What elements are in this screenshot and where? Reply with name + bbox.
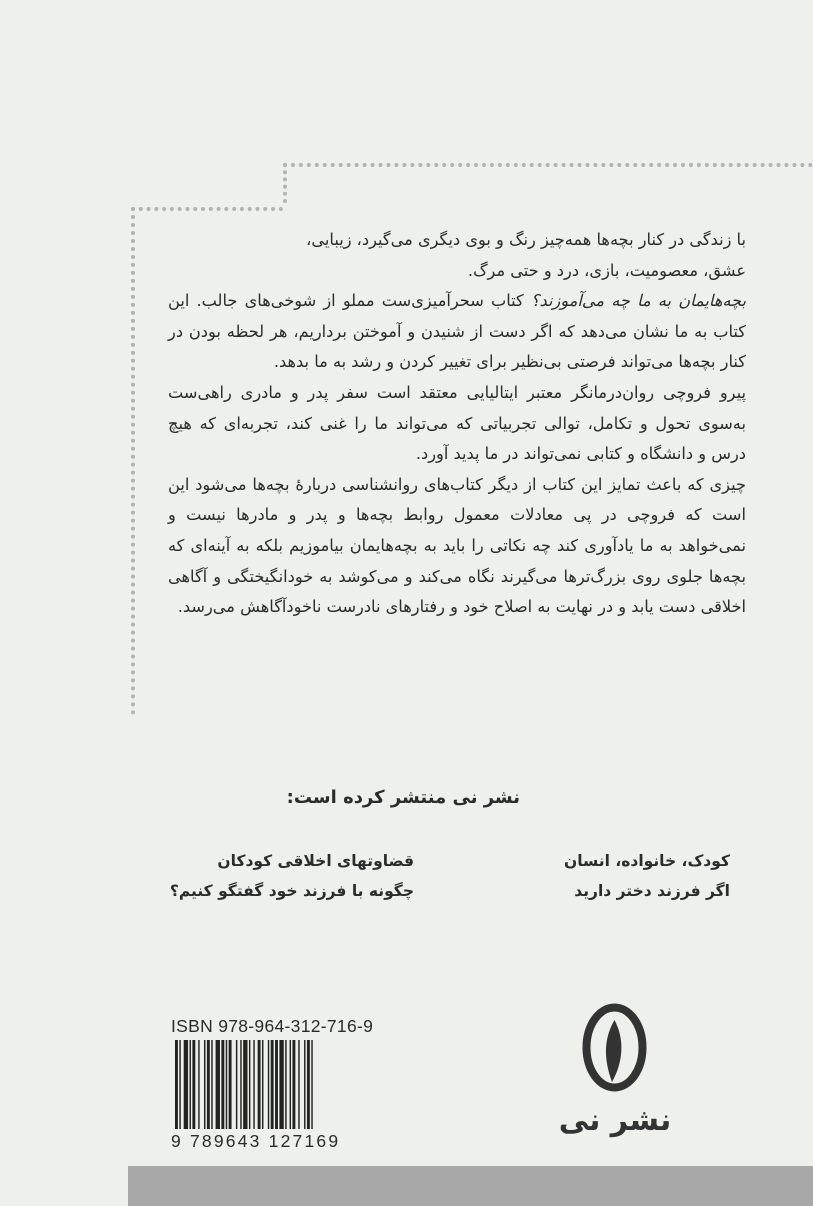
book-title-inline: بچه‌هایمان به ما چه می‌آموزند؟ [530,291,746,311]
published-title: چگونه با فرزند خود گفتگو کنیم؟ [169,882,414,900]
barcode-bar [204,1040,205,1129]
barcode-bar [243,1040,247,1129]
barcode-bar [249,1040,250,1129]
published-list-left [140,846,414,906]
barcode-bar [207,1040,210,1129]
bottom-band [128,1166,813,1206]
barcode-bar [275,1040,278,1129]
barcode-bar [179,1040,180,1129]
barcode-bar [221,1040,224,1129]
publisher-logo-text: نشر نی [558,1103,672,1138]
barcode-number: 9 789643 127169 [171,1131,341,1151]
dotted-frame-top-outer [283,163,813,167]
book-description [168,225,746,623]
barcode-bar [304,1040,305,1129]
description-p2-text: کتاب سحرآمیزی‌ست مملو از شوخی‌های جالب. این کتاب به ما نشان می‌دهد که اگر دست از شنیدن و آموختن برداریم، هر لحظه بودن در کنار بچه‌ها می‌تواند فرصتی بی‌نظیر برای تغییر کردن و رشد به ما بدهد. [168,291,746,372]
description-paragraph-2 [168,286,746,378]
barcode-bar [279,1040,283,1129]
barcode-bar [236,1040,237,1129]
barcode-bar [268,1040,269,1129]
barcode-bar [211,1040,212,1129]
barcode-bar [258,1040,261,1129]
isbn-text: ISBN 978-964-312-716-9 [171,1016,374,1036]
dotted-frame-left-outer [283,163,287,203]
description-paragraph-4: چیزی که باعث تمایز این کتاب از دیگر کتاب‌های روانشناسی دربارهٔ بچه‌ها می‌شود این است که فروچی در پی معادلات معمول روابط بچه‌ها و پدر و مادرها نیست و نمی‌خواهد به ما یادآوری کند چه نکاتی را باید به بچه‌هایمان بیاموزیم بلکه به آینه‌ای که بچه‌ها جلوی روی بزرگ‌ترها می‌گیرند نگاه می‌کند و می‌کوشد به خودانگیختگی و آگاهی اخلاقی دست یابد و در نهایت به اصلاح خود و رفتارهای نادرست ناخودآگاهش می‌رسد. [168,474,746,617]
barcode-bar [311,1040,312,1129]
barcode-bar [216,1040,220,1129]
barcode-bar [290,1040,291,1129]
barcode-bar [198,1040,199,1129]
published-heading: نشر نی منتشر کرده است: [286,787,520,808]
barcode-bar [292,1040,295,1129]
dotted-frame-left-inner [131,207,135,715]
barcode-bar [190,1040,191,1129]
barcode-bar [307,1040,310,1129]
barcode-bar [229,1040,232,1129]
published-title: قضاوتهای اخلاقی کودکان [217,852,414,870]
barcode-bar [192,1040,195,1129]
published-title: اگر فرزند دختر دارید [574,882,730,900]
published-title: کودک، خانواده، انسان [563,852,730,870]
barcode-bar [298,1040,299,1129]
description-p1-line2: عشق، معصومیت، بازی، درد و حتی مرگ. [467,260,746,280]
barcode-bar [226,1040,227,1129]
barcode-bar [184,1040,188,1129]
description-paragraph-1 [168,225,746,286]
dotted-frame-top-inner [131,207,283,211]
description-paragraph-3: پیرو فروچی روان‌درمانگر معتبر ایتالیایی معتقد است سفر پدر و مادری راهی‌ست به‌سوی تحول و تکامل، توالی تجربیاتی که می‌تواند ما را غنی کند، تجربه‌ای که هیچ درس و دانشگاه و کتابی نمی‌تواند در ما پدید آورد. [168,382,746,464]
barcode [175,1040,360,1129]
barcode-bar [240,1040,241,1129]
barcode-bar [253,1040,254,1129]
barcode-bar [285,1040,286,1129]
reed-leaf-icon [577,1000,652,1095]
barcode-bar [262,1040,263,1129]
barcode-bar [175,1040,178,1129]
description-p1-line1: با زندگی در کنار بچه‌ها همه‌چیز رنگ و بوی دیگری می‌گیرد، زیبایی، [306,230,746,249]
published-list-right [430,846,730,906]
barcode-bar [271,1040,274,1129]
